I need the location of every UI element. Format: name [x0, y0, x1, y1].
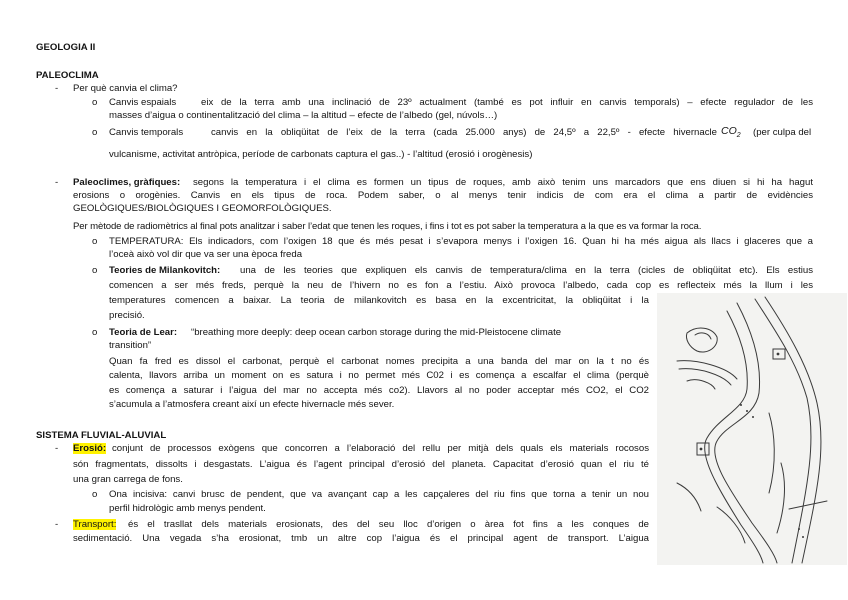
milankovitch-line-1: una de les teories que expliquen els canvis de temperatura/clima en la terra (cicles de obliqüitat etc). Els estius	[240, 265, 813, 276]
circle-bullet: o	[92, 489, 98, 500]
erosio-label: Erosió:	[73, 443, 107, 454]
paleoclimes-line-2: erosions o orogènies. Canvis en els tipus de roca. Podem saber, o al menys tenir indicis de com era el clima a partir de evidències	[73, 190, 813, 201]
paleoclimes-line-1: segons la temperatura i el clima es formen un tipus de roques, amb això tenim uns marcadors que ens diuen si hi ha hagut	[193, 177, 813, 188]
erosio-line-1: conjunt de processos exògens que concorren a l’elaboració del rellu per mitjà dels quals els materials rocosos	[112, 443, 649, 454]
document-title: GEOLOGIA II	[36, 42, 96, 53]
dash-bullet: -	[55, 177, 59, 188]
spatial-changes-line-2: masses d’aigua o continentalització del clima – la altitud – efecte de l’albedo (gel, núvols…)	[109, 110, 498, 121]
paleoclimes-line-4: Per mètode de radiomètrics al final pots analitzar i saber l’edat que tenen les roques, i fins i tot es pot saber la temperatura a la que es va formar la roca.	[73, 221, 702, 232]
spatial-changes-label: Canvis espaials	[109, 97, 177, 108]
lear-line-1: Quan fa fred es dissol el carbonat, perquè el carbonat nomes precipita a una banda del mar on la t no és	[109, 356, 649, 367]
circle-bullet: o	[92, 327, 98, 338]
milankovitch-line-4: precisió.	[109, 310, 145, 321]
incisiva-line-2: perfil hidrològic amb menys pendent.	[109, 503, 266, 514]
lear-quote-line-1: “breathing more deeply: deep ocean carbon storage during the mid-Pleistocene climate	[191, 327, 562, 338]
lear-line-4: s’acumula a l’atmosfera creant així un efecte hivernacle més sever.	[109, 399, 395, 410]
temporal-changes-line-1a: canvis en la obliqüitat de l’eix de la terra (cada 25.000 anys) de 24,5º a 22,5º - efecte hivernacle	[211, 127, 717, 138]
circle-bullet: o	[92, 127, 98, 138]
dash-bullet: -	[55, 83, 59, 94]
circle-bullet: o	[92, 236, 98, 247]
spatial-changes-line-1: eix de la terra amb una inclinació de 23º actualment (també es pot influir en canvis temporals) – efecte regulador de les	[201, 97, 813, 108]
erosio-line-3: una gran carrega de fons.	[73, 474, 183, 485]
transport-line-2: sedimentació. Una vegada s’ha erosionat, tmb un altre cop l’aigua és el principal agent de transport. L’aigua	[73, 533, 649, 544]
lear-quote-line-2: transition”	[109, 340, 152, 351]
dash-bullet: -	[55, 519, 59, 530]
temperatura-line-2: l’oceà això vol dir que va ser una època freda	[109, 249, 303, 260]
river-sketch-drawing	[657, 293, 847, 565]
lear-bold-label: Teoria de Lear:	[109, 327, 178, 338]
temporal-changes-label: Canvis temporals	[109, 127, 184, 138]
lear-line-3: es comença a saturar i l’aigua del mar no accepta més co2). Llavors al no poder acceptar més CO2, el CO2	[109, 385, 649, 396]
question-text: Per què canvia el clima?	[73, 83, 178, 94]
co2-formula: $CO_2$	[721, 125, 741, 139]
section-heading-paleoclima: PALEOCLIMA	[36, 70, 99, 81]
hand-drawn-river-sketch	[657, 293, 847, 565]
milankovitch-line-2: comencen a ser més freds, perquè la neu de l’hivern no es fon a l’estiu. Això provoca l’albedo, cada cop es reflecteix més la llum i les	[109, 280, 813, 291]
lear-line-2: calenta, llavors arriba un moment on es satura i no permet més C02 i es comença a escalfar el clima (perquè	[109, 370, 649, 381]
milankovitch-bold-label: Teories de Milankovitch:	[109, 265, 221, 276]
incisiva-line-1: Ona incisiva: canvi brusc de pendent, que va avançant cap a les capçaleres del riu fins que torna a tenir un nou	[109, 489, 649, 500]
erosio-line-2: són fragmentats, dissolts i desgastats. L’aigua és l’agent principal d’erosió del planeta. Capacitat d’erosió quan el riu té	[73, 459, 649, 470]
temporal-changes-line-2: vulcanisme, activitat antròpica, període de carbonats captura el gas..) - l’altitud (erosió i orogènesis)	[109, 149, 533, 160]
temporal-changes-line-1b: (per culpa del	[753, 127, 812, 138]
paleoclimes-bold-label: Paleoclimes, gràfiques:	[73, 177, 181, 188]
transport-label: Transport:	[73, 519, 117, 530]
circle-bullet: o	[92, 265, 98, 276]
transport-line-1: és el trasllat dels materials erosionats, des del seu lloc d’origen o àrea fot fins a les conques de	[128, 519, 649, 530]
circle-bullet: o	[92, 97, 98, 108]
temperatura-line-1: TEMPERATURA: Els indicadors, com l’oxigen 18 que és més pesat i s’evapora menys i l’oxigen 16. Quan hi ha més aigua als llacs i glaceres que a	[109, 236, 813, 247]
dash-bullet: -	[55, 443, 59, 454]
paleoclimes-line-3: GEOLÒGIQUES/BIOLÒGIQUES I GEOMORFOLÒGIQUES.	[73, 203, 332, 214]
section-heading-fluvial: SISTEMA FLUVIAL-ALUVIAL	[36, 430, 167, 441]
milankovitch-line-3: temperatures comencen a baixar. La teoria de milankovitch es basa en la excentricitat, la obliqüitat i la	[109, 295, 649, 306]
